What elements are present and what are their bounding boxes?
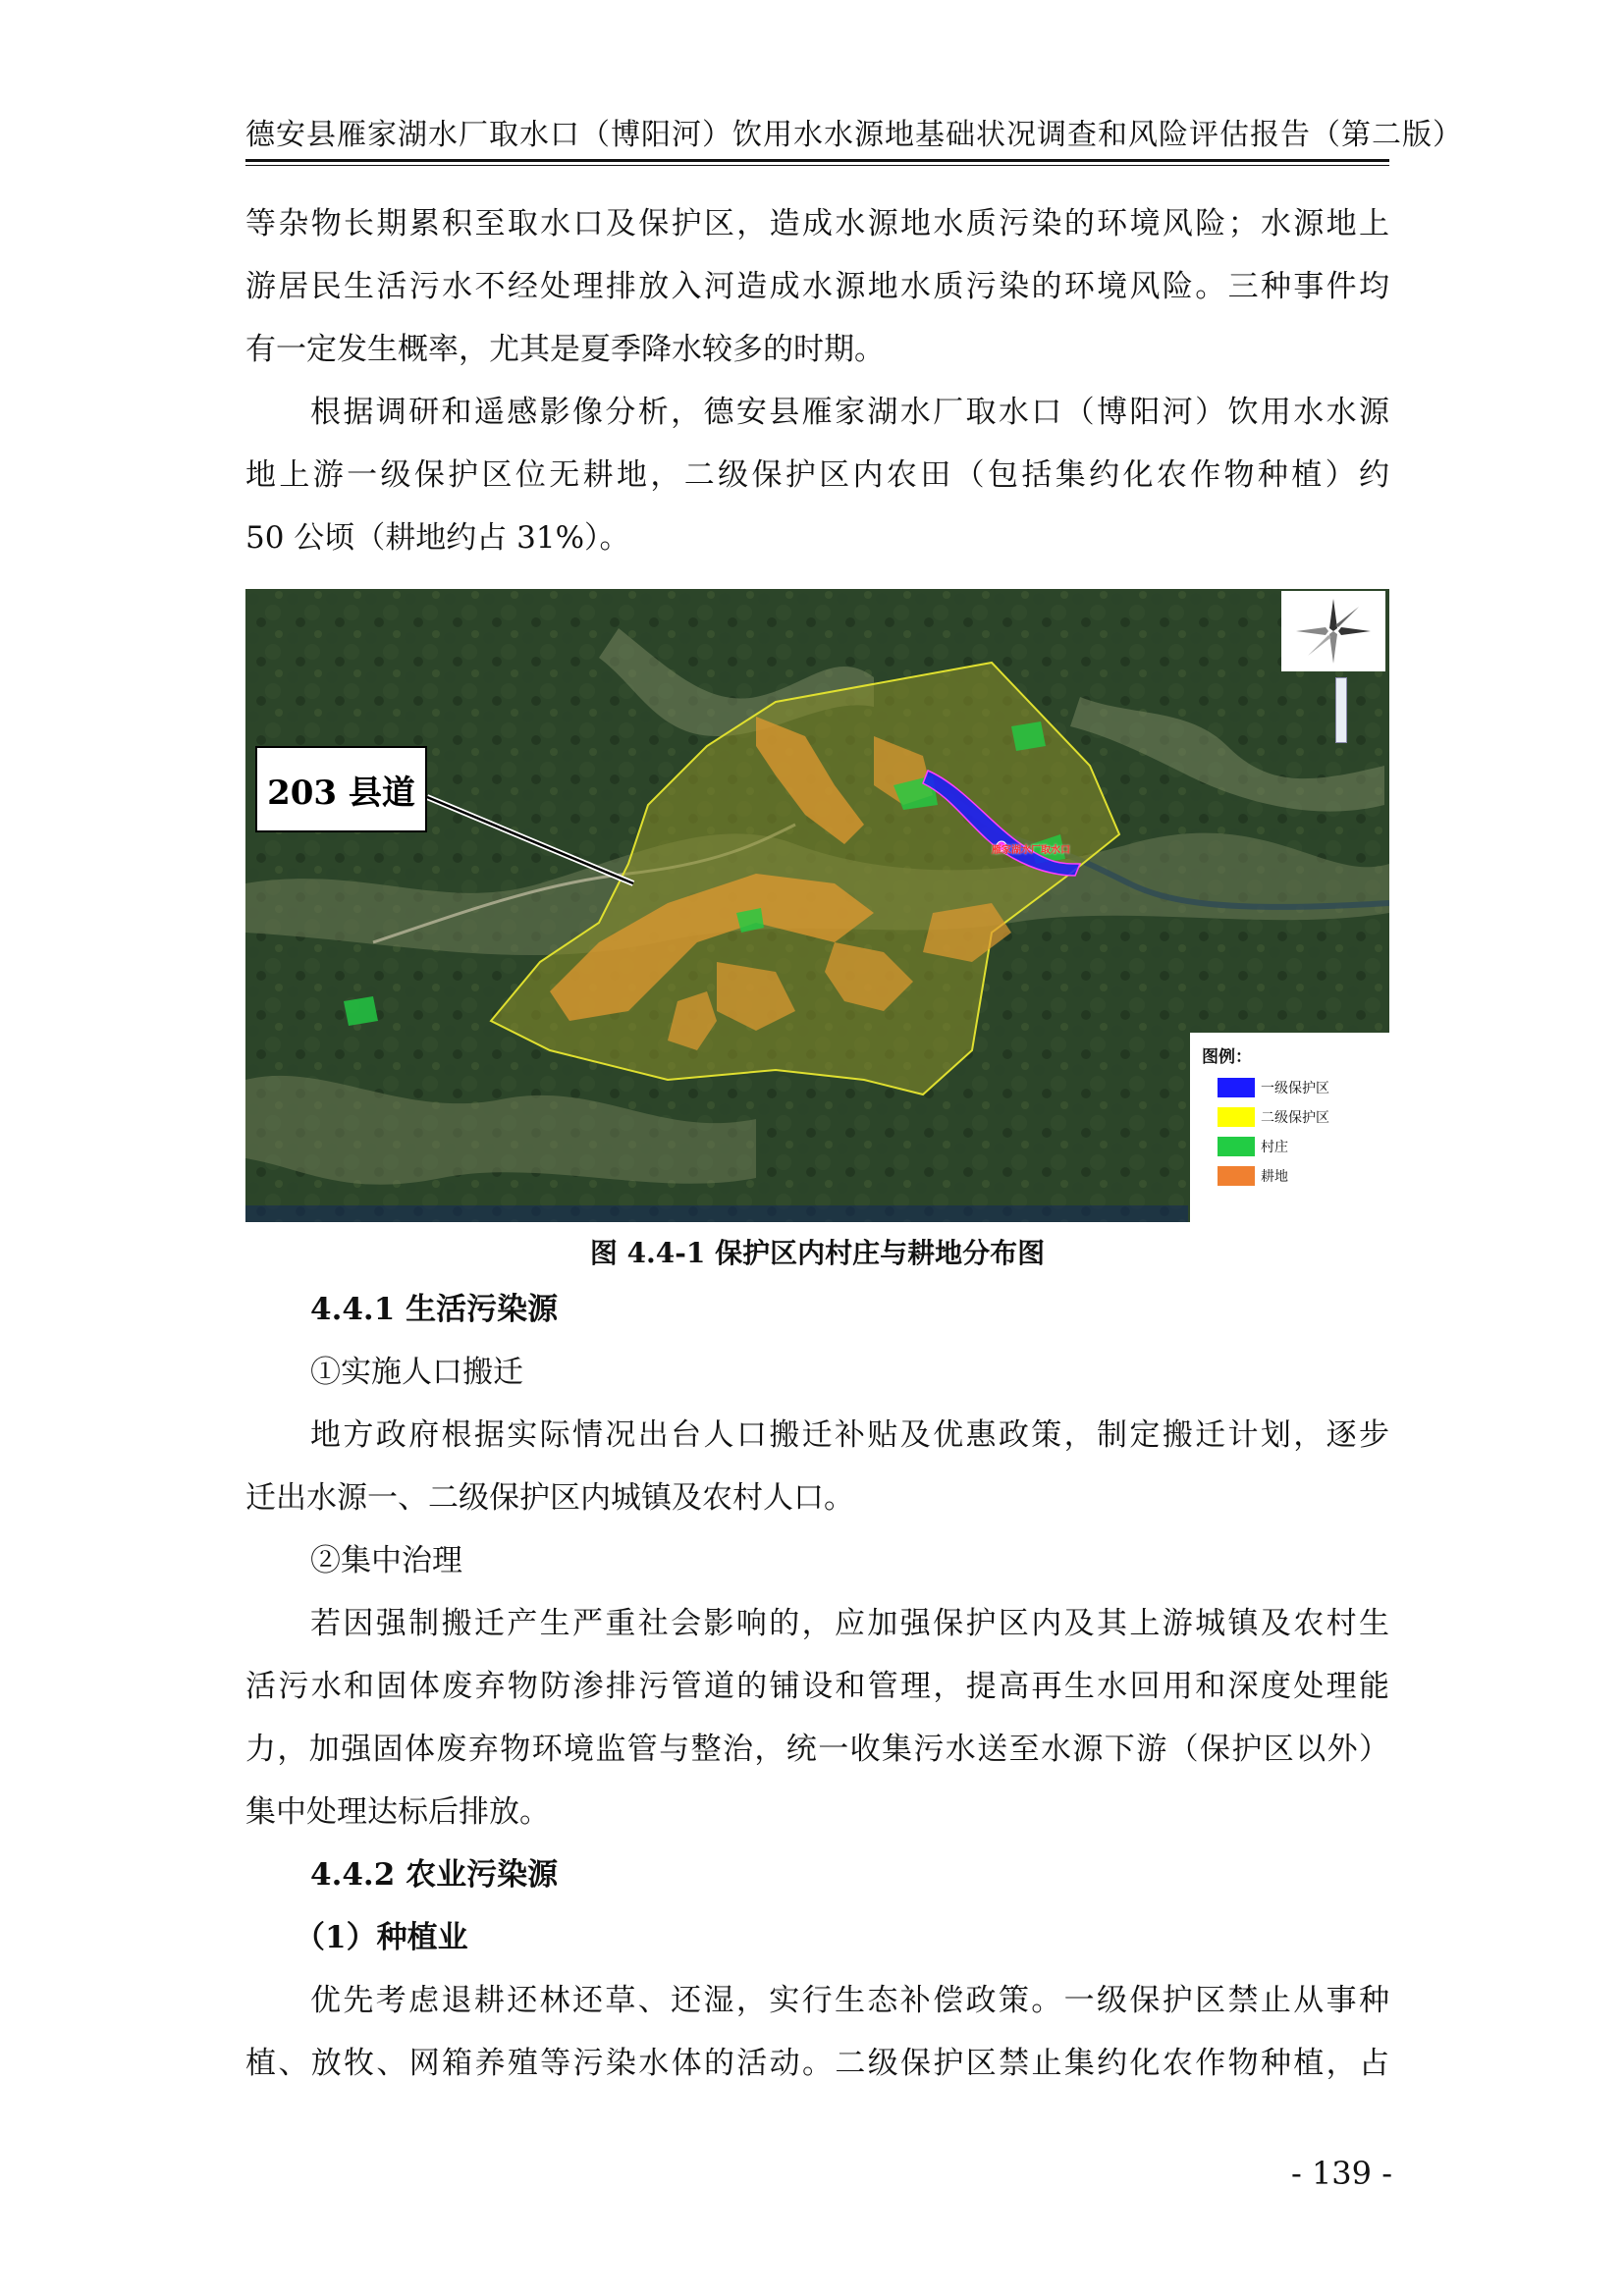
legend-label: 二级保护区 <box>1261 1110 1329 1126</box>
text-line: 有一定发生概率，尤其是夏季降水较多的时期。 <box>245 332 885 367</box>
legend-label: 耕地 <box>1261 1169 1288 1185</box>
compass-rose-icon <box>1281 591 1385 671</box>
item-title: ②集中治理 <box>310 1543 462 1578</box>
item-title: ①实施人口搬迁 <box>310 1355 523 1390</box>
page-number: - 139 - <box>1290 2155 1392 2192</box>
header-rule-thin <box>245 165 1389 166</box>
text-line: 50 公顷（耕地约占 31%）。 <box>245 520 630 556</box>
section-4-4-1 <box>245 1278 1389 1843</box>
legend-item <box>1202 1102 1389 1132</box>
legend-swatch-farmland <box>1218 1166 1255 1186</box>
legend-swatch-village <box>1218 1137 1255 1156</box>
text-line: 力，加强固体废弃物环境监管与整治，统一收集污水送至水源下游（保护区以外） <box>245 1732 1389 1767</box>
legend-swatch-second-level <box>1218 1107 1255 1127</box>
text-line: 植、放牧、网箱养殖等污染水体的活动。二级保护区禁止集约化农作物种植，占 <box>245 2046 1389 2081</box>
zoom-scale-bar <box>1335 677 1347 743</box>
legend-item <box>1202 1132 1389 1161</box>
figure-caption: 图 4.4-1 保护区内村庄与耕地分布图 <box>589 1237 1046 1269</box>
text-line: 等杂物长期累积至取水口及保护区，造成水源地水质污染的环境风险；水源地上 <box>245 206 1389 241</box>
intro-text <box>245 192 1389 569</box>
legend-title: 图例： <box>1202 1047 1252 1067</box>
text-line: 游居民生活污水不经处理排放入河造成水源地水质污染的环境风险。三种事件均 <box>245 269 1389 304</box>
legend-swatch-first-level <box>1218 1078 1255 1097</box>
text-line: 根据调研和遥感影像分析，德安县雁家湖水厂取水口（博阳河）饮用水水源 <box>310 395 1389 430</box>
road-callout-label: 203 县道 <box>255 746 427 832</box>
map-legend <box>1190 1033 1389 1222</box>
text-line: 集中处理达标后排放。 <box>245 1794 550 1830</box>
text-line: 优先考虑退耕还林还草、还湿，实行生态补偿政策。一级保护区禁止从事种 <box>310 1983 1389 2018</box>
legend-label: 一级保护区 <box>1261 1081 1329 1096</box>
text-line: 地上游一级保护区位无耕地，二级保护区内农田（包括集约化农作物种植）约 <box>245 457 1389 493</box>
section-heading: 4.4.2 农业污染源 <box>310 1857 559 1893</box>
legend-item <box>1202 1073 1389 1102</box>
text-line: 地方政府根据实际情况出台人口搬迁补贴及优惠政策，制定搬迁计划，逐步 <box>310 1417 1389 1453</box>
legend-label: 村庄 <box>1261 1140 1288 1155</box>
running-header: 德安县雁家湖水厂取水口（博阳河）饮用水水源地基础状况调查和风险评估报告（第二版） <box>245 118 1463 152</box>
protection-zone-map <box>245 589 1389 1222</box>
text-line: 若因强制搬迁产生严重社会影响的，应加强保护区内及其上游城镇及农村生 <box>310 1606 1389 1641</box>
text-line: 迁出水源一、二级保护区内城镇及农村人口。 <box>245 1480 854 1516</box>
map-status-bar <box>245 1205 1188 1222</box>
text-line: 活污水和固体废弃物防渗排污管道的铺设和管理，提高再生水回用和深度处理能 <box>245 1669 1389 1704</box>
section-4-4-2 <box>245 1843 1389 2095</box>
legend-item <box>1202 1161 1389 1191</box>
intake-map-label: 雁家湖水厂取水口 <box>992 845 1070 856</box>
sub-heading: （1）种植业 <box>295 1920 468 1955</box>
section-heading: 4.4.1 生活污染源 <box>310 1292 559 1327</box>
header-rule <box>245 159 1389 162</box>
